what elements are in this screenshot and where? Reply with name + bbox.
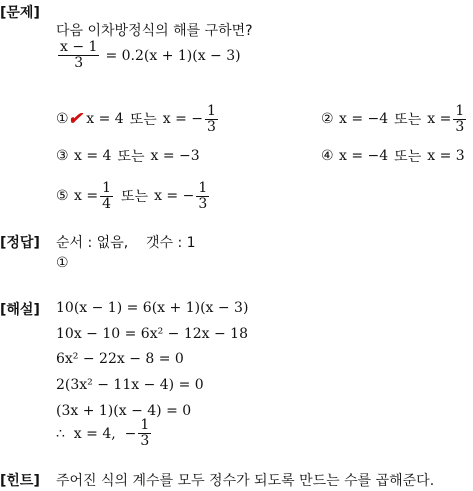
- choice-5[interactable]: [56, 176, 211, 216]
- or-label: 또는: [394, 112, 422, 128]
- choice-2[interactable]: [321, 99, 468, 139]
- fraction-numerator: 1: [207, 102, 216, 119]
- choice-value-a: x = 4: [86, 111, 124, 127]
- choice-value-a: x = −4: [339, 148, 389, 164]
- choice-mark: ①: [56, 111, 69, 127]
- fraction-denominator: 3: [140, 433, 150, 449]
- or-label: 또는: [117, 149, 145, 165]
- fraction-numerator: x − 1: [60, 39, 98, 55]
- choice-value-b: x =: [427, 111, 452, 127]
- fraction-denominator: 3: [198, 195, 208, 212]
- answer-value: ①: [56, 255, 69, 271]
- choice-4[interactable]: [321, 136, 465, 176]
- choice-1[interactable]: [56, 99, 220, 139]
- checkmark-icon: ✔: [68, 109, 83, 129]
- question-text: 다음 이차방정식의 해를 구하면?: [56, 23, 253, 39]
- fraction-numerator: 1: [102, 179, 111, 196]
- equation-fraction: [58, 40, 99, 71]
- hint-text: 주어진 식의 계수를 모두 정수가 되도록 만드는 수를 곱해준다.: [56, 473, 435, 489]
- fraction-denominator: 4: [102, 195, 111, 212]
- answer-header: [정답]: [0, 235, 40, 251]
- choice-value-b: x = 3: [427, 148, 465, 164]
- hint-header: [힌트]: [0, 473, 40, 489]
- choice-value-a: x =: [74, 188, 99, 204]
- choice-mark: ②: [321, 111, 334, 127]
- choice-mark: ③: [56, 148, 69, 164]
- solution-step-5: (3x + 1)(x − 4) = 0: [56, 403, 192, 419]
- solution-final: [56, 418, 153, 449]
- solution-step-4: 2(3x² − 11x − 4) = 0: [56, 377, 204, 393]
- choice-value-b: x = −: [154, 188, 195, 204]
- choice-value-a: x = 4: [74, 148, 112, 164]
- choice-value-a: x = −4: [339, 111, 389, 127]
- fraction-numerator: 1: [140, 417, 150, 433]
- solution-step-1: 10(x − 1) = 6(x + 1)(x − 3): [56, 300, 249, 316]
- choice-value-b: x = −: [162, 111, 204, 127]
- solution-header: [해설]: [0, 302, 40, 318]
- equation: [56, 40, 241, 71]
- equation-rhs: = 0.2(x + 1)(x − 3): [105, 47, 241, 64]
- choice-value-b: x = −3: [150, 148, 200, 164]
- or-label: 또는: [121, 189, 149, 205]
- answer-line: 순서 : 없음, 갯수 : 1: [56, 235, 196, 251]
- or-label: 또는: [129, 112, 157, 128]
- fraction-denominator: 3: [58, 55, 99, 71]
- choice-mark: ⑤: [56, 188, 69, 204]
- fraction-denominator: 3: [207, 118, 216, 135]
- solution-step-3: 6x² − 22x − 8 = 0: [56, 351, 184, 367]
- solution-step-2: 10x − 10 = 6x² − 12x − 18: [56, 326, 248, 342]
- fraction-denominator: 3: [455, 118, 465, 135]
- fraction-numerator: 1: [455, 102, 465, 119]
- choice-3[interactable]: [56, 136, 200, 176]
- problem-header: [문제]: [0, 5, 40, 21]
- or-label: 또는: [394, 149, 422, 165]
- final-answer-text: ∴ x = 4, −: [56, 425, 137, 442]
- fraction-numerator: 1: [198, 179, 208, 196]
- choice-mark: ④: [321, 148, 334, 164]
